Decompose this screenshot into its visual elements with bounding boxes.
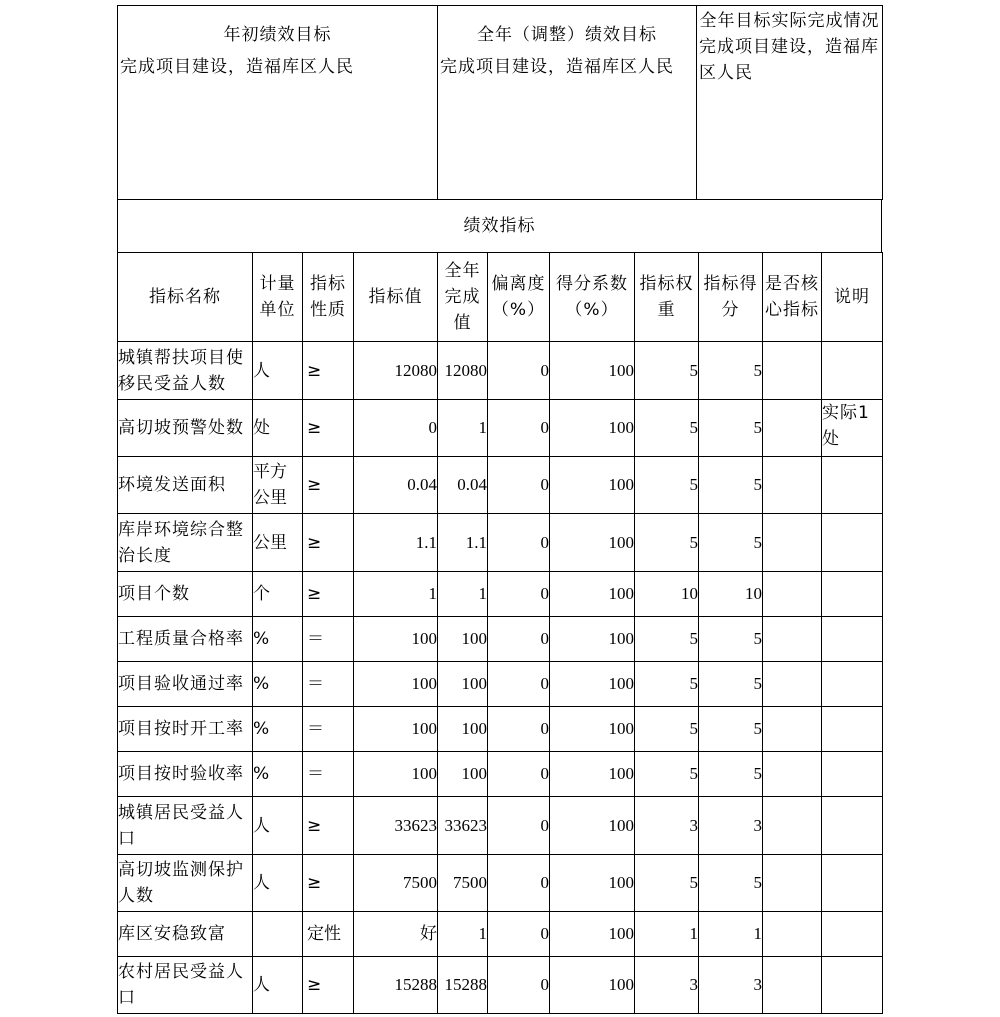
cell-core [763,912,822,957]
actual-goal-text: 完成项目建设，造福库区人民 [699,37,879,83]
cell-deviation: 0 [488,514,550,572]
cell-score: 5 [699,662,763,707]
table-row [118,457,883,514]
cell-actual: 0.04 [438,457,488,514]
cell-core [763,855,822,912]
cell-note [822,572,883,617]
cell-target: 33623 [354,797,438,855]
section-title: 绩效指标 [118,200,882,253]
cell-actual: 100 [438,662,488,707]
cell-weight: 5 [635,662,699,707]
cell-nature: ≥ [303,855,354,912]
header-target: 指标值 [354,253,438,342]
cell-score: 3 [699,957,763,1014]
adjusted-goal-cell [438,6,697,200]
table-row [118,797,883,855]
table-row [118,342,883,400]
cell-name: 库区安稳致富 [118,912,253,957]
cell-deviation: 0 [488,912,550,957]
cell-coef: 100 [550,400,635,457]
header-actual: 全年完成值 [438,253,488,342]
header-score: 指标得分 [699,253,763,342]
goals-table [117,5,883,200]
cell-weight: 3 [635,957,699,1014]
cell-score: 5 [699,855,763,912]
cell-unit: 个 [253,572,303,617]
cell-target: 15288 [354,957,438,1014]
cell-target: 0 [354,400,438,457]
cell-core [763,662,822,707]
cell-deviation: 0 [488,797,550,855]
cell-core [763,400,822,457]
cell-weight: 3 [635,797,699,855]
cell-coef: 100 [550,752,635,797]
cell-target: 100 [354,617,438,662]
header-row [118,253,883,342]
cell-nature: ＝ [303,707,354,752]
cell-name: 高切坡监测保护人数 [118,855,253,912]
cell-note [822,752,883,797]
cell-note [822,514,883,572]
cell-nature: ＝ [303,752,354,797]
cell-unit: % [253,707,303,752]
cell-actual: 15288 [438,957,488,1014]
cell-actual: 1 [438,400,488,457]
cell-actual: 1.1 [438,514,488,572]
cell-target: 0.04 [354,457,438,514]
cell-coef: 100 [550,457,635,514]
actual-goal-cell [697,6,883,200]
cell-weight: 10 [635,572,699,617]
table-row [118,957,883,1014]
cell-unit: 人 [253,855,303,912]
cell-score: 5 [699,400,763,457]
cell-coef: 100 [550,912,635,957]
cell-coef: 100 [550,572,635,617]
cell-target: 1 [354,572,438,617]
cell-nature: ≥ [303,400,354,457]
cell-name: 项目验收通过率 [118,662,253,707]
cell-score: 1 [699,912,763,957]
cell-unit: 公里 [253,514,303,572]
cell-name: 库岸环境综合整治长度 [118,514,253,572]
cell-core [763,617,822,662]
cell-score: 5 [699,457,763,514]
cell-deviation: 0 [488,707,550,752]
cell-score: 3 [699,797,763,855]
cell-core [763,457,822,514]
cell-actual: 7500 [438,855,488,912]
cell-unit: 人 [253,797,303,855]
cell-nature: ≥ [303,342,354,400]
cell-actual: 1 [438,572,488,617]
cell-nature: ≥ [303,957,354,1014]
cell-deviation: 0 [488,957,550,1014]
cell-score: 5 [699,752,763,797]
cell-weight: 5 [635,617,699,662]
header-weight: 指标权重 [635,253,699,342]
cell-nature: ＝ [303,662,354,707]
cell-target: 100 [354,752,438,797]
indicator-table [117,252,883,1014]
cell-note [822,457,883,514]
cell-note: 实际1处 [822,400,883,457]
cell-name: 项目个数 [118,572,253,617]
cell-deviation: 0 [488,342,550,400]
cell-coef: 100 [550,342,635,400]
cell-name: 环境发送面积 [118,457,253,514]
cell-score: 5 [699,514,763,572]
cell-name: 高切坡预警处数 [118,400,253,457]
adjusted-goal-text: 完成项目建设，造福库区人民 [440,57,674,77]
cell-actual: 100 [438,707,488,752]
table-row [118,752,883,797]
cell-unit [253,912,303,957]
cell-name: 城镇居民受益人口 [118,797,253,855]
header-deviation: 偏离度（%） [488,253,550,342]
performance-sheet [117,5,883,1014]
cell-core [763,707,822,752]
cell-deviation: 0 [488,855,550,912]
cell-name: 项目按时验收率 [118,752,253,797]
section-title-table [117,199,882,253]
cell-weight: 5 [635,342,699,400]
adjusted-goal-title: 全年（调整）绩效目标 [477,25,657,45]
cell-score: 5 [699,342,763,400]
table-row [118,855,883,912]
cell-weight: 5 [635,707,699,752]
initial-goal-cell [118,6,438,200]
cell-unit: 人 [253,957,303,1014]
cell-coef: 100 [550,617,635,662]
cell-note [822,797,883,855]
cell-core [763,957,822,1014]
header-name: 指标名称 [118,253,253,342]
cell-note [822,912,883,957]
cell-coef: 100 [550,514,635,572]
cell-nature: ≥ [303,457,354,514]
cell-name: 城镇帮扶项目使移民受益人数 [118,342,253,400]
cell-core [763,572,822,617]
cell-note [822,957,883,1014]
cell-target: 12080 [354,342,438,400]
cell-actual: 12080 [438,342,488,400]
indicator-rows [118,342,883,1014]
cell-target: 100 [354,707,438,752]
cell-deviation: 0 [488,617,550,662]
header-nature: 指标性质 [303,253,354,342]
cell-weight: 5 [635,400,699,457]
cell-core [763,752,822,797]
table-row [118,617,883,662]
cell-unit: % [253,752,303,797]
table-row [118,400,883,457]
table-row [118,572,883,617]
cell-deviation: 0 [488,400,550,457]
cell-actual: 100 [438,752,488,797]
table-row [118,707,883,752]
cell-target: 100 [354,662,438,707]
header-coef: 得分系数（%） [550,253,635,342]
cell-deviation: 0 [488,662,550,707]
cell-deviation: 0 [488,572,550,617]
cell-note [822,617,883,662]
table-row [118,662,883,707]
cell-score: 5 [699,707,763,752]
cell-target: 1.1 [354,514,438,572]
cell-note [822,342,883,400]
cell-weight: 5 [635,752,699,797]
actual-goal-title: 全年目标实际完成情况 [699,11,880,31]
cell-actual: 1 [438,912,488,957]
cell-actual: 33623 [438,797,488,855]
cell-weight: 5 [635,457,699,514]
cell-coef: 100 [550,957,635,1014]
cell-unit: 平方公里 [253,457,303,514]
cell-nature: ≥ [303,572,354,617]
cell-coef: 100 [550,662,635,707]
cell-weight: 5 [635,855,699,912]
header-core: 是否核心指标 [763,253,822,342]
initial-goal-text: 完成项目建设，造福库区人民 [120,57,354,77]
cell-weight: 5 [635,514,699,572]
cell-core [763,514,822,572]
cell-score: 10 [699,572,763,617]
cell-note [822,707,883,752]
cell-nature: ＝ [303,617,354,662]
cell-note [822,855,883,912]
cell-target: 好 [354,912,438,957]
cell-coef: 100 [550,797,635,855]
cell-coef: 100 [550,855,635,912]
cell-actual: 100 [438,617,488,662]
cell-nature: ≥ [303,514,354,572]
cell-deviation: 0 [488,752,550,797]
cell-weight: 1 [635,912,699,957]
cell-nature: ≥ [303,797,354,855]
cell-core [763,797,822,855]
cell-coef: 100 [550,707,635,752]
initial-goal-title: 年初绩效目标 [223,25,332,45]
cell-target: 7500 [354,855,438,912]
cell-unit: % [253,662,303,707]
header-unit: 计量单位 [253,253,303,342]
cell-name: 工程质量合格率 [118,617,253,662]
cell-unit: % [253,617,303,662]
cell-unit: 处 [253,400,303,457]
cell-unit: 人 [253,342,303,400]
cell-name: 项目按时开工率 [118,707,253,752]
cell-core [763,342,822,400]
cell-note [822,662,883,707]
cell-deviation: 0 [488,457,550,514]
table-row [118,514,883,572]
cell-name: 农村居民受益人口 [118,957,253,1014]
cell-score: 5 [699,617,763,662]
table-row [118,912,883,957]
cell-nature: 定性 [303,912,354,957]
header-note: 说明 [822,253,883,342]
